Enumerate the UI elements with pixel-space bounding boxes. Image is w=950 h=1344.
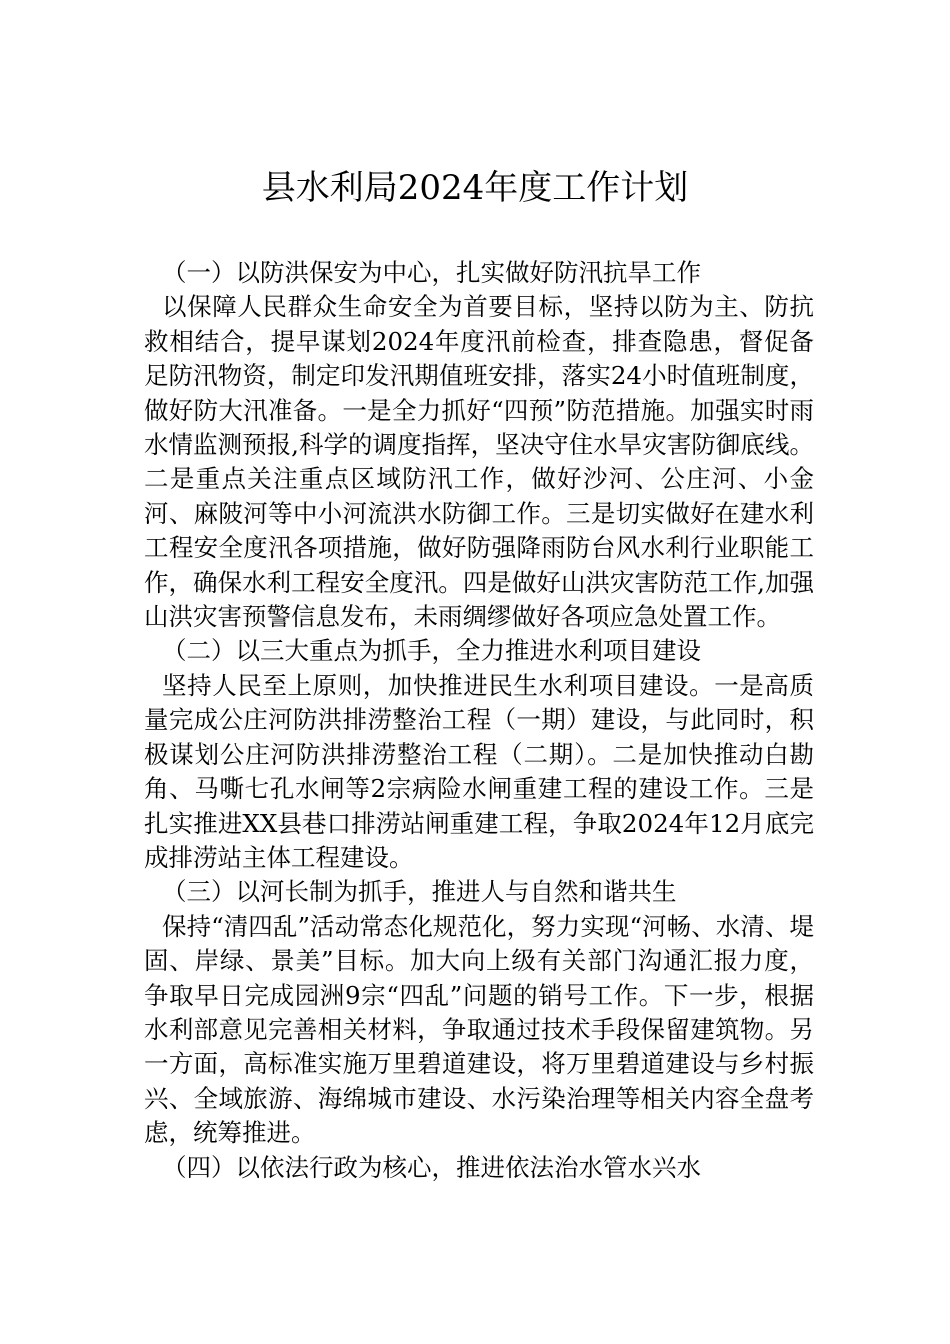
- document-title: 县水利局2024年度工作计划: [261, 168, 689, 208]
- section-paragraph-1: 以保障人民群众生命安全为首要目标，坚持以防为主、防抗救相结合，提早谋划2024年度汛前检查，排查隐患，督促备足防汛物资，制定印发汛期值班安排，落实24小时值班制度，做好防大汛准备。一是全力抓好“四预”防范措施。加强实时雨水情监测预报,科学的调度指挥，坚决守住水旱灾害防御底线。二是重点关注重点区域防汛工作，做好沙河、公庄河、小金河、麻陂河等中小河流洪水防御工作。三是切实做好在建水利工程安全度汛各项措施，做好防强降雨防台风水利行业职能工作，确保水利工程安全度汛。四是做好山洪灾害防范工作,加强山洪灾害预警信息发布，未雨绸缪做好各项应急处置工作。: [144, 292, 814, 632]
- section-heading-3: （三）以河长制为抓手，推进人与自然和谐共生: [162, 877, 677, 907]
- section-paragraph-3: 保持“清四乱”活动常态化规范化，努力实现“河畅、水清、堤固、岸绿、景美”目标。加大向上级有关部门沟通汇报力度，争取早日完成园洲9宗“四乱”问题的销号工作。下一步，根据水利部意见完善相关材料，争取通过技术手段保留建筑物。另一方面，高标准实施万里碧道建设，将万里碧道建设与乡村振兴、全域旅游、海绵城市建设、水污染治理等相关内容全盘考虑，统筹推进。: [144, 911, 814, 1148]
- section-heading-1: （一）以防洪保安为中心，扎实做好防汛抗旱工作: [162, 258, 701, 287]
- section-paragraph-2: 坚持人民至上原则，加快推进民生水利项目建设。一是高质量完成公庄河防洪排涝整治工程（一期）建设，与此同时，积极谋划公庄河防洪排涝整治工程（二期）。二是加快推动白勘角、马嘶七孔水闸等2宗病险水闸重建工程的建设工作。三是扎实推进XX县巷口排涝站闸重建工程，争取2024年12月底完成排涝站主体工程建设。: [144, 670, 814, 872]
- document-body: [144, 256, 814, 1185]
- section-heading-2: （二）以三大重点为抓手，全力推进水利项目建设: [162, 636, 701, 666]
- section-heading-4: （四）以依法行政为核心，推进依法治水管水兴水: [162, 1152, 701, 1182]
